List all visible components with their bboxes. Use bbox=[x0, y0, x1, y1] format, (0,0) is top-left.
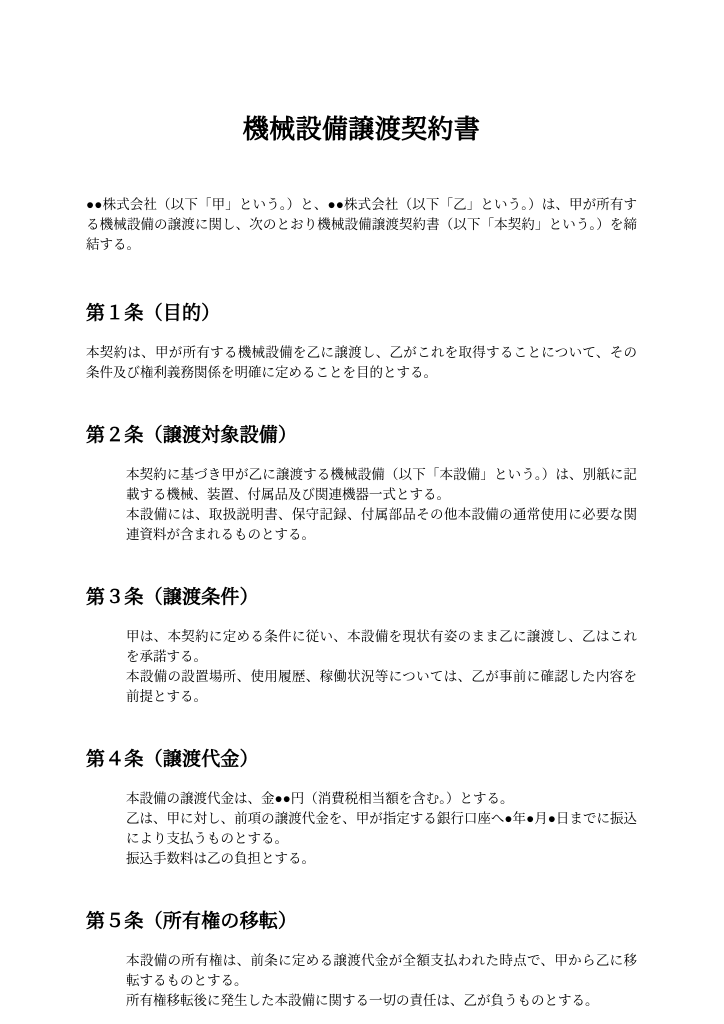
article-paragraph: 所有権移転後に発生した本設備に関する一切の責任は、乙が負うものとする。 bbox=[126, 993, 599, 1009]
article-paragraph: 本契約は、甲が所有する機械設備を乙に譲渡し、乙がこれを取得することについて、その条件及び権利義務関係を明確に定めることを目的とする。 bbox=[86, 345, 637, 381]
article-body bbox=[86, 327, 637, 383]
article-paragraph: 乙は、甲に対し、前項の譲渡代金を、甲が指定する銀行口座へ●年●月●日までに振込により支払うものとする。 bbox=[126, 811, 637, 847]
article-section bbox=[86, 869, 637, 1011]
article-section bbox=[86, 255, 637, 383]
article-heading: 第４条（譲渡代金） bbox=[86, 749, 259, 771]
article-body bbox=[126, 611, 637, 707]
document-content-column bbox=[86, 0, 637, 1011]
article-body bbox=[126, 935, 637, 1011]
preamble-paragraph: ●●株式会社（以下「甲」という。）と、●●株式会社（以下「乙」という。）は、甲が所有する機械設備の譲渡に関し、次のとおり機械設備譲渡契約書（以下「本契約」という。）を締結する。 bbox=[86, 197, 637, 253]
article-paragraph: 本設備の譲渡代金は、金●●円（消費税相当額を含む。）とする。 bbox=[126, 791, 514, 807]
article-heading: 第１条（目的） bbox=[86, 303, 221, 325]
document-title: 機械設備譲渡契約書 bbox=[242, 114, 481, 144]
article-section bbox=[86, 707, 637, 869]
article-heading: 第２条（譲渡対象設備） bbox=[86, 425, 298, 447]
article-paragraph: 本設備の所有権は、前条に定める譲渡代金が全額支払われた時点で、甲から乙に移転するものとする。 bbox=[126, 953, 637, 989]
articles-list bbox=[86, 255, 637, 1011]
article-section bbox=[86, 545, 637, 707]
article-section bbox=[86, 383, 637, 545]
article-heading: 第３条（譲渡条件） bbox=[86, 587, 259, 609]
article-heading: 第５条（所有権の移転） bbox=[86, 911, 298, 933]
article-body bbox=[126, 449, 637, 545]
article-paragraph: 甲は、本契約に定める条件に従い、本設備を現状有姿のまま乙に譲渡し、乙はこれを承諾する。 bbox=[126, 629, 637, 665]
article-paragraph: 振込手数料は乙の負担とする。 bbox=[126, 851, 315, 867]
article-paragraph: 本契約に基づき甲が乙に譲渡する機械設備（以下「本設備」という。）は、別紙に記載する機械、装置、付属品及び関連機器一式とする。 bbox=[126, 467, 637, 503]
article-paragraph: 本設備には、取扱説明書、保守記録、付属部品その他本設備の通常使用に必要な関連資料が含まれるものとする。 bbox=[126, 507, 637, 543]
article-body bbox=[126, 773, 637, 869]
article-paragraph: 本設備の設置場所、使用履歴、稼働状況等については、乙が事前に確認した内容を前提とする。 bbox=[126, 669, 637, 705]
